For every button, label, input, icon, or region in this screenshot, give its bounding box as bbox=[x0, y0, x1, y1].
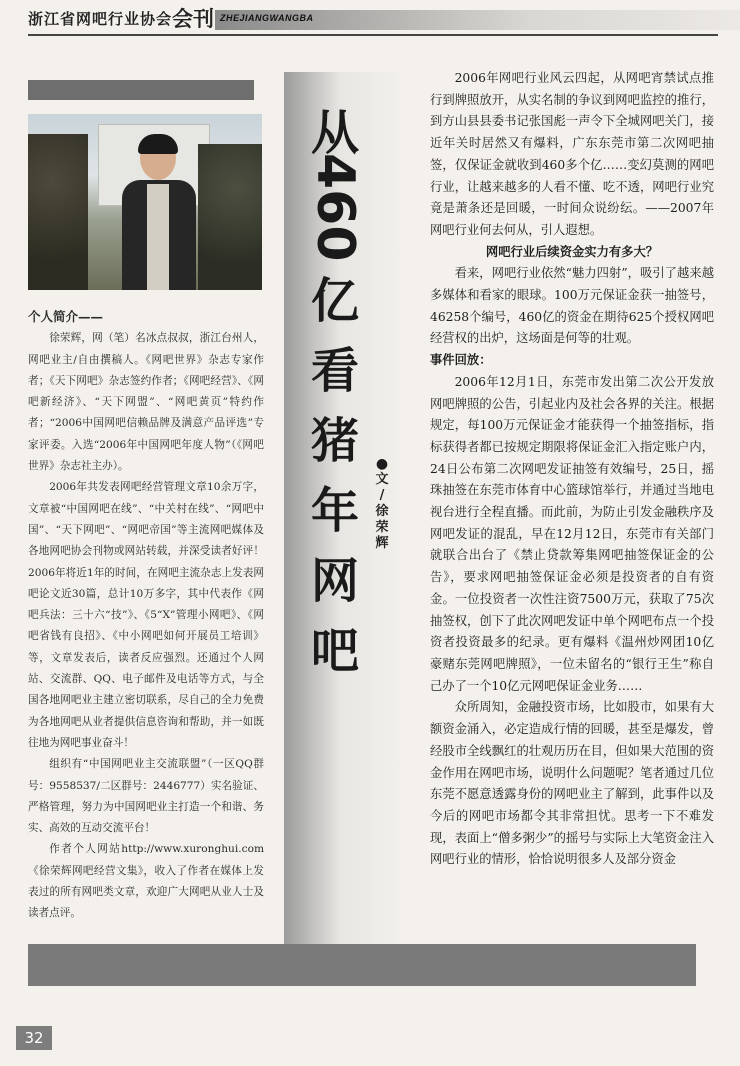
article-paragraph: 看来，网吧行业依然“魅力四射”，吸引了越来越多媒体和看家的眼球。100万元保证金获一抽签号，46258个编号，460亿的资金在期待625个授权网吧经营权的出炉，这场面是何等的壮观。 bbox=[430, 266, 714, 346]
header-org: 浙江省网吧行业协会 bbox=[28, 10, 173, 28]
article-paragraph: 2006年12月1日，东莞市发出第二次公开发放网吧牌照的公告，引起业内及社会各界的关注。根据规定，每100万元保证金才能获得一个抽签指标，指标获得者都已按规定期限将保证金汇入指定账户内，24日公布第二次网吧发证抽签有效编号，25日，摇珠抽签在东莞市体育中心篮球馆举行，并通过当地电视台进行全程直播。而此前，为防止引发金融秩序及网吧发证的混乱，早在12月12日，东莞市有关部门就联合出台了《禁止贷款筹集网吧抽签保证金的公告》，要求网吧抽签保证金必须是投资者的自有资金。一位投资者一次性注资7500万元，获取了75次抽签权，创下了此次网吧发证中单个网吧布点一个投资者投资最多的纪录。更有爆料《温州炒网团10亿豪赌东莞网吧牌照》，一位未留名的“银行王生”称自己办了一个10亿元网吧保证金业务…… bbox=[430, 374, 714, 693]
page-header bbox=[0, 0, 740, 40]
article-heading: 事件回放： bbox=[430, 353, 492, 368]
bio-paragraph: 徐荣辉，网（笔）名冰点叔叔，浙江台州人，网吧业主/自由撰稿人。《网吧世界》杂志专家作者；《天下网吧》杂志签约作者；《网吧经营》、《网吧新经济》、“天下网盟”、“网吧黄页”特约作者；“2006中国网吧信赖品牌及满意产品评选”专家评委。入选“2006年中国网吧年度人物”（《网吧世界》杂志社主办）。 bbox=[28, 332, 264, 473]
title-number: 460 bbox=[305, 153, 365, 262]
author-bio bbox=[28, 306, 264, 925]
title-number-wrap bbox=[290, 153, 380, 262]
header-journal: 会刊 bbox=[172, 6, 214, 31]
author-photo bbox=[28, 114, 262, 290]
footer-bar bbox=[28, 944, 696, 986]
header-rule bbox=[28, 34, 718, 36]
title-char: 吧 bbox=[310, 623, 359, 679]
byline-text: 文 / 徐 荣 辉 bbox=[375, 472, 389, 551]
bio-paragraph: 作者个人网站http://www.xuronghui.com《徐荣辉网吧经营文集》，收入了作者在媒体上发表过的所有网吧类文章，欢迎广大网吧从业人士及读者点评。 bbox=[28, 843, 264, 920]
bio-paragraph: 组织有“中国网吧业主交流联盟”（一区QQ群号：9558537/二区群号：2446777）实名验证、严格管理，努力为中国网吧业主打造一个和谐、务实、高效的互动交流平台！ bbox=[28, 758, 264, 835]
article-body bbox=[430, 68, 714, 871]
title-char: 从 bbox=[310, 105, 359, 161]
title-char: 年 bbox=[310, 483, 359, 539]
title-char: 看 bbox=[310, 343, 359, 399]
photo-bar bbox=[28, 80, 254, 100]
article-heading: 网吧行业后续资金实力有多大？ bbox=[485, 244, 659, 259]
title-char: 亿 bbox=[310, 273, 359, 329]
page-number: 32 bbox=[16, 1026, 52, 1050]
article-title bbox=[290, 98, 380, 686]
bullet-icon: ● bbox=[375, 456, 389, 472]
bio-paragraph: 2006年共发表网吧经营管理文章10余万字，文章被“中国网吧在线”、“中关村在线”、“网吧中国”、“天下网吧”、“网吧帝国”等主流网吧媒体及各地网吧协会刊物或网站转载，并深受读者好评！2006年将近1年的时间，在网吧主流杂志上发表网吧论文近30篇，总计10万多字，其中代表作《网吧兵法：三十六“技”》、《5“X”管理小网吧》、《网吧省钱有良招》、《中小网吧如何开展员工培训》等，文章发表后，读者反应强烈。还通过个人网站、交流群、QQ、电子邮件及电话等方式，与全国各地网吧业主建立密切联系，尽自己的全力免费为各地网吧从业者提供信息咨询和帮助，并一如既往地为网吧事业奋斗！ bbox=[28, 481, 264, 749]
title-char: 网 bbox=[310, 553, 359, 609]
bio-title: 个人简介—— bbox=[28, 309, 104, 324]
article-paragraph: 众所周知，金融投资市场，比如股市，如果有大额资金涌入，必定造成行情的回暖，甚至是爆发，曾经股市全线飘红的壮观历历在目，但如果大范围的资金作用在网吧市场，说明什么问题呢？笔者通过几位东莞不愿意透露身份的网吧业主了解到，此事件以及今后的网吧市场都令其非常担忧。思考一下不难发现，表面上“僧多粥少”的摇号与实际上大笔资金注入网吧行业的情形，恰恰说明很多人及部分资金 bbox=[430, 700, 714, 867]
article-intro: 2006年网吧行业风云四起，从网吧宵禁试点推行到牌照放开，从实名制的争议到网吧监控的推行，到方山县县委书记张国彪一声令下全城网吧关门，接近年关时居然又有爆料，广东东莞市第二次网吧抽签，仅保证金就收到460多个亿……变幻莫测的网吧行业，让越来越多的人看不懂、吃不透，网吧行业究竟是萧条还是回暖，一时间众说纷纭。——2007年网吧行业何去何从，引人遐想。 bbox=[430, 71, 714, 237]
byline bbox=[372, 456, 392, 552]
header-english: ZHEJIANGWANGBA bbox=[220, 13, 314, 23]
title-char: 猪 bbox=[310, 413, 359, 469]
